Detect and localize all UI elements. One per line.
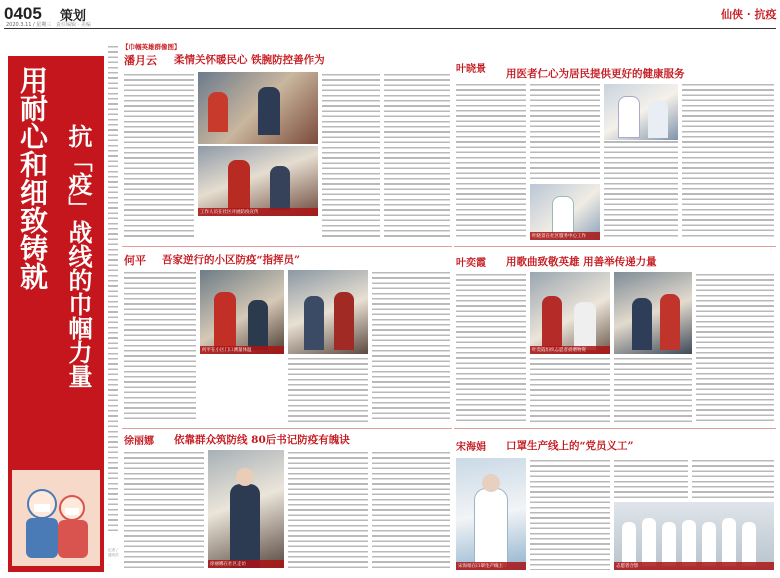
story-song-haijuan [454, 432, 776, 572]
title-illustration [12, 470, 100, 566]
kicker: 【巾帼英雄群像图】 [122, 43, 181, 51]
story-body [124, 450, 204, 570]
story-name: 何平 [124, 254, 146, 267]
photo-caption: 志愿者合影 [614, 562, 774, 570]
story-name: 叶奕霞 [456, 258, 486, 269]
story-body [456, 272, 526, 422]
author-note: 记者 / 通讯员 [108, 548, 119, 558]
story-photo [456, 458, 526, 570]
page-number: 0405 [4, 4, 42, 23]
story-body [530, 82, 600, 182]
photo-caption: 宋海娟在口罩生产线上 [456, 562, 526, 570]
story-body [124, 72, 194, 240]
story-photo [530, 184, 600, 240]
logo: 仙侠 · 抗疫 [721, 8, 777, 21]
story-name: 宋海娟 [456, 442, 486, 453]
story-photo [198, 146, 318, 216]
story-body [682, 82, 774, 240]
section-rule [454, 246, 776, 247]
date-line: 2020.3.11 / 星期三 [6, 22, 52, 28]
story-body [456, 82, 526, 240]
section-rule [454, 428, 776, 429]
story-headline: 口罩生产线上的“党员义工” [506, 440, 634, 452]
story-body [322, 72, 380, 240]
story-body [372, 270, 450, 422]
story-headline: 依靠群众筑防线 80后书记防疫有魄诀 [174, 434, 350, 446]
story-body [614, 458, 688, 498]
photo-caption: 叶奕霞组织志愿者捐赠物资 [530, 346, 610, 354]
photo-caption: 工作人员在社区开展防疫宣传 [198, 208, 318, 216]
story-xu-lina [122, 432, 452, 572]
story-ye-xiaojing [454, 52, 776, 242]
story-ye-yixia [454, 252, 776, 424]
story-photo [614, 272, 692, 354]
story-body [696, 272, 774, 422]
story-body [384, 72, 450, 240]
story-body [530, 458, 610, 570]
story-body [124, 270, 196, 422]
section-label: 策划 [60, 9, 87, 24]
story-body [614, 356, 692, 422]
header-rule [4, 28, 776, 29]
story-photo [200, 270, 284, 354]
story-photo [614, 502, 774, 570]
story-headline: 用医者仁心为居民提供更好的健康服务 [506, 68, 685, 80]
story-headline: 用歌曲致敬英雄 用善举传递力量 [506, 256, 657, 268]
section-rule [122, 246, 452, 247]
story-body [372, 450, 450, 570]
story-photo [198, 72, 318, 144]
main-title-line1: 用耐心和细致铸就 [16, 66, 49, 290]
story-photo [288, 270, 368, 354]
story-headline: 吾家逆行的小区防疫“指挥员” [162, 254, 301, 266]
story-he-ping [122, 252, 452, 424]
story-body [288, 450, 368, 570]
story-name: 叶晓景 [456, 64, 486, 75]
story-photo [530, 272, 610, 354]
masthead [4, 4, 776, 30]
story-photo [208, 450, 284, 568]
story-body [530, 356, 610, 422]
main-title-line2: 抗「疫」战线的巾帼力量 [64, 124, 93, 388]
story-body [288, 356, 368, 422]
section-rule [122, 428, 452, 429]
photo-caption: 叶晓景在社区服务中心工作 [530, 232, 600, 240]
story-pan [122, 52, 452, 242]
photo-caption: 何平在小区门口测量体温 [200, 346, 284, 354]
story-name: 徐丽娜 [124, 436, 154, 447]
masthead-info: 责任编辑 · 美编 [56, 22, 91, 28]
intro-column [108, 44, 118, 544]
story-headline: 柔情关怀暖民心 铁腕防控善作为 [174, 54, 325, 66]
story-name: 潘月云 [124, 54, 157, 67]
photo-caption: 徐丽娜在社区走访 [208, 560, 284, 568]
story-body [692, 458, 774, 498]
story-photo [604, 84, 678, 140]
